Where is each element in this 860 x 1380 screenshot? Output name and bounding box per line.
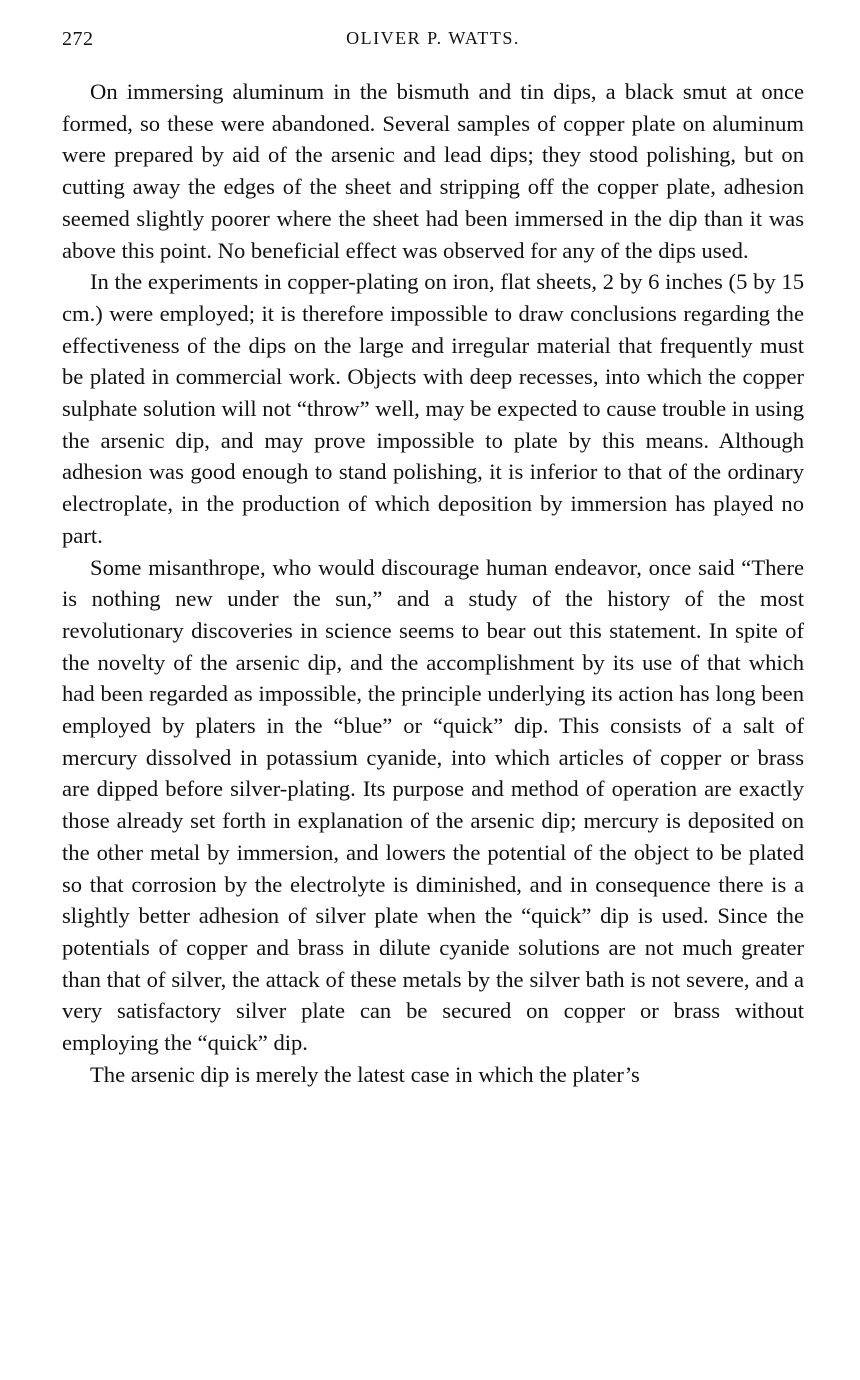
paragraph-arsenic-dip-continued: The arsenic dip is merely the latest case in which the plater’s bbox=[90, 1061, 640, 1087]
book-page bbox=[62, 24, 804, 1091]
paragraph-copper-plating-on-iron: In the experiments in copper-plating on iron, flat sheets, 2 by 6 inches (5 by 15 cm.) were employed; it is therefore impossible to draw conclusions regarding the effectiveness of the dips on the large and irregular material that frequently must be plated in commercial work. Objects with deep recesses, into which the copper sulphate solution will not “throw” well, may be expected to cause trouble in using the arsenic dip, and may prove impossible to plate by this means. Although adhesion was good enough to stand polishing, it is inferior to that of the ordinary electroplate, in the production of which deposition by immersion has played no part. bbox=[62, 269, 804, 548]
body-text bbox=[62, 76, 804, 1091]
paragraph-aluminum-dips: On immersing aluminum in the bismuth and tin dips, a black smut at once formed, so these were abandoned. Several samples of copper plate on aluminum were prepared by aid of the arsenic and lead dips; they stood polishing, but on cutting away the edges of the sheet and stripping off the copper plate, adhesion seemed slightly poorer where the sheet had been immersed in the dip than it was above this point. No beneficial effect was observed for any of the dips used. bbox=[62, 79, 804, 263]
running-head-author: OLIVER P. WATTS. bbox=[346, 28, 520, 48]
running-header bbox=[62, 24, 804, 58]
page-number: 272 bbox=[62, 28, 94, 50]
paragraph-quick-dip-history: Some misanthrope, who would discourage human endeavor, once said “There is nothing new under the sun,” and a study of the history of the most revolutionary discoveries in science seems to bear out this statement. In spite of the novelty of the arsenic dip, and the accomplishment by its use of that which had been regarded as impossible, the principle underlying its action has long been employed by platers in the “blue” or “quick” dip. This consists of a salt of mercury dissolved in potassium cyanide, into which articles of copper or brass are dipped before silver-plating. Its purpose and method of operation are exactly those already set forth in explanation of the arsenic dip; mercury is deposited on the other metal by immersion, and lowers the potential of the object to be plated so that corrosion by the electrolyte is diminished, and in consequence there is a slightly better adhesion of silver plate when the “quick” dip is used. Since the potentials of copper and brass in dilute cyanide solutions are not much greater than that of silver, the attack of these metals by the silver bath is not severe, and a very satisfactory silver plate can be secured on copper or brass without employing the “quick” dip. bbox=[62, 554, 804, 1056]
